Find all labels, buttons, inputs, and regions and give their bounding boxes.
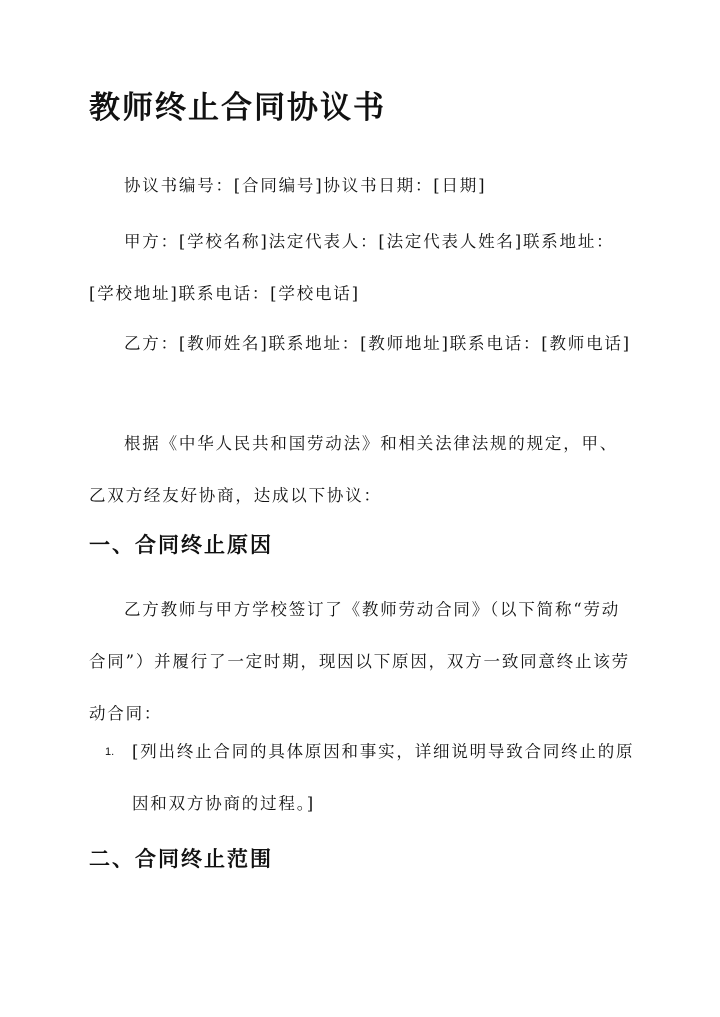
section-2-heading: 二、合同终止范围 [89,846,273,871]
section-1-heading: 一、合同终止原因 [89,532,273,557]
document-title: 教师终止合同协议书 [89,90,386,126]
section-1-paragraph: 乙方教师与甲方学校签订了《教师劳动合同》（以下简称“劳动合同”）并履行了一定时期，现因以下原因，双方一致同意终止该劳动合同： [89,600,630,723]
list-item [105,726,645,830]
party-a-info-paragraph: 甲方：[学校名称]法定代表人：[法定代表人姓名]联系地址：[学校地址]联系电话：[学校电话] [89,232,615,303]
list-number: 1. [105,746,115,758]
legal-basis-paragraph: 根据《中华人民共和国劳动法》和相关法律法规的规定，甲、乙双方经友好协商，达成以下协议： [89,434,619,505]
party-b-info-paragraph: 乙方：[教师姓名]联系地址：[教师地址]联系电话：[教师电话] [124,334,631,353]
agreement-number-date-paragraph: 协议书编号：[合同编号]协议书日期：[日期] [124,176,487,195]
list-item-text: [列出终止合同的具体原因和事实，详细说明导致合同终止的原因和双方协商的过程。] [132,742,635,813]
termination-reasons-list [105,726,645,830]
